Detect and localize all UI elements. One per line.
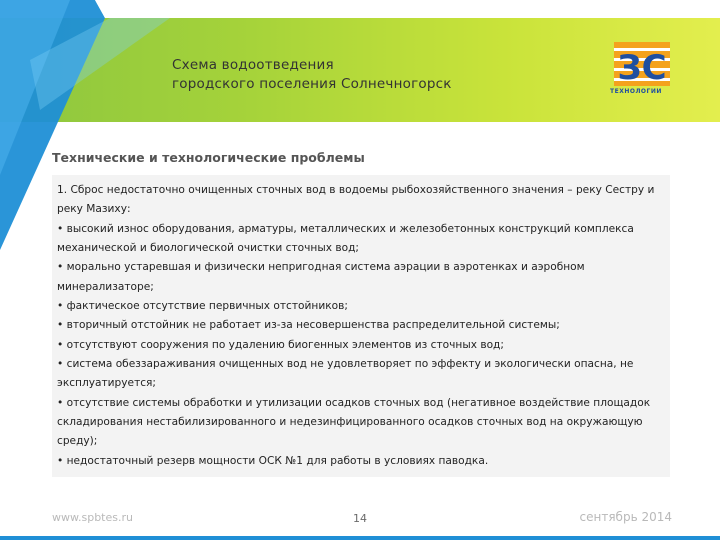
slide-title [172, 56, 572, 94]
problem-item: • вторичный отстойник не работает из-за несовершенства распределительной системы; [57, 319, 560, 332]
section-heading: Технические и технологические проблемы [52, 150, 365, 165]
title-line-1: Схема водоотведения [172, 57, 334, 73]
problem-item: • недостаточный резерв мощности ОСК №1 для работы в условиях паводка. [57, 454, 489, 467]
bottom-accent-line [0, 536, 720, 540]
problem-item: • высокий износ оборудования, арматуры, металлических и железобетонных конструкций комплекса механической и биологической очистки сточных вод; [57, 222, 634, 255]
footer-date: сентябрь 2014 [579, 510, 672, 524]
problem-item: • фактическое отсутствие первичных отстойников; [57, 300, 348, 313]
logo-letters: ЗС [617, 48, 667, 88]
problem-item: • система обеззараживания очищенных вод не удовлетворяет по эффекту и экологически опасна, не эксплуатируется; [57, 358, 634, 390]
problem-item: • отсутствуют сооружения по удалению биогенных элементов из сточных вод; [57, 338, 504, 351]
footer-url: www.spbtes.ru [52, 511, 133, 524]
problem-item: • морально устаревшая и физически непригодная система аэрации в аэротенках и аэробном минерализаторе; [57, 261, 585, 293]
page-number: 14 [353, 512, 367, 525]
title-line-2: городского поселения Солнечногорск [172, 76, 452, 92]
company-logo-icon [610, 36, 674, 106]
logo-caption: ТЕХНОЛОГИИ [610, 88, 662, 95]
problem-item: 1. Сброс недостаточно очищенных сточных вод в водоемы рыбохозяйственного значения – реку Сестру и реку Мазиху: [57, 184, 655, 216]
problem-item: • отсутствие системы обработки и утилизации осадков сточных вод (негативное воздействие площадок складирования нестабилизированного и недезинфицированного осадков сточных вод на окружающую среду); [57, 396, 651, 448]
body-text [57, 181, 667, 471]
